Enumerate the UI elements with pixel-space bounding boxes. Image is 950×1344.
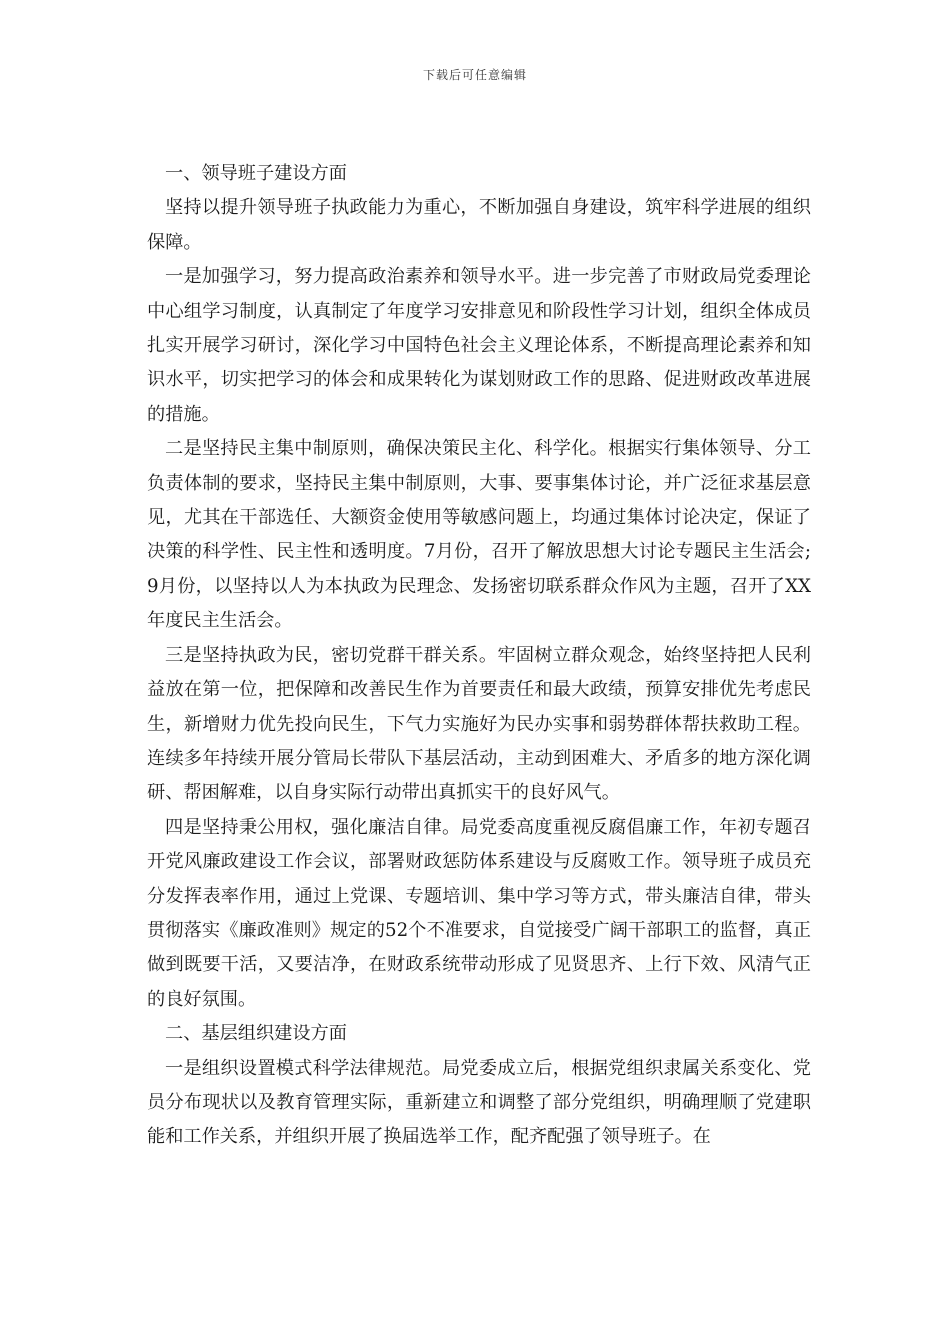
paragraph-study: 一是加强学习，努力提高政治素养和领导水平。进一步完善了市财政局党委理论中心组学习制度，认真制定了年度学习安排意见和阶段性学习计划，组织全体成员扎实开展学习研讨，深化学习中国特色社会主义理论体系，不断提高理论素养和知识水平，切实把学习的体会和成果转化为谋划财政工作的思路、促进财政改革进展的措施。 <box>147 266 811 425</box>
document-body <box>147 157 811 1155</box>
section-heading-leadership: 一、领导班子建设方面 <box>165 163 347 184</box>
paragraph-organization: 一是组织设置模式科学法律规范。局党委成立后，根据党组织隶属关系变化、党员分布现状以及教育管理实际，重新建立和调整了部分党组织，明确理顺了党建职能和工作关系，并组织开展了换届选举工作，配齐配强了领导班子。在 <box>147 1057 811 1148</box>
header-note: 下载后可任意编辑 <box>422 68 527 82</box>
paragraph-intro: 坚持以提升领导班子执政能力为重心，不断加强自身建设，筑牢科学进展的组织保障。 <box>147 197 811 253</box>
paragraph-integrity: 四是坚持秉公用权，强化廉洁自律。局党委高度重视反腐倡廉工作，年初专题召开党风廉政建设工作会议，部署财政惩防体系建设与反腐败工作。领导班子成员充分发挥表率作用，通过上党课、专题培训、集中学习等方式，带头廉洁自律，带头贯彻落实《廉政准则》规定的52个不准要求，自觉接受广阔干部职工的监督，真正做到既要干活，又要洁净，在财政系统带动形成了见贤思齐、上行下效、风清气正的良好氛围。 <box>147 816 811 1010</box>
paragraph-serve-people: 三是坚持执政为民，密切党群干群关系。牢固树立群众观念，始终坚持把人民利益放在第一位，把保障和改善民生作为首要责任和最大政绩，预算安排优先考虑民生，新增财力优先投向民生，下气力实施好为民办实事和弱势群体帮扶救助工程。连续多年持续开展分管局长带队下基层活动，主动到困难大、矛盾多的地方深化调研、帮困解难，以自身实际行动带出真抓实干的良好风气。 <box>147 644 811 804</box>
paragraph-democratic-centralism: 二是坚持民主集中制原则，确保决策民主化、科学化。根据实行集体领导、分工负责体制的要求，坚持民主集中制原则，大事、要事集体讨论，并广泛征求基层意见，尤其在干部选任、大额资金使用等敏感问题上，均通过集体讨论决定，保证了决策的科学性、民主性和透明度。7月份，召开了解放思想大讨论专题民主生活会;9月份，以坚持以人为本执政为民理念、发扬密切联系群众作风为主题，召开了XX年度民主生活会。 <box>147 438 811 632</box>
section-heading-grassroots: 二、基层组织建设方面 <box>165 1023 347 1045</box>
